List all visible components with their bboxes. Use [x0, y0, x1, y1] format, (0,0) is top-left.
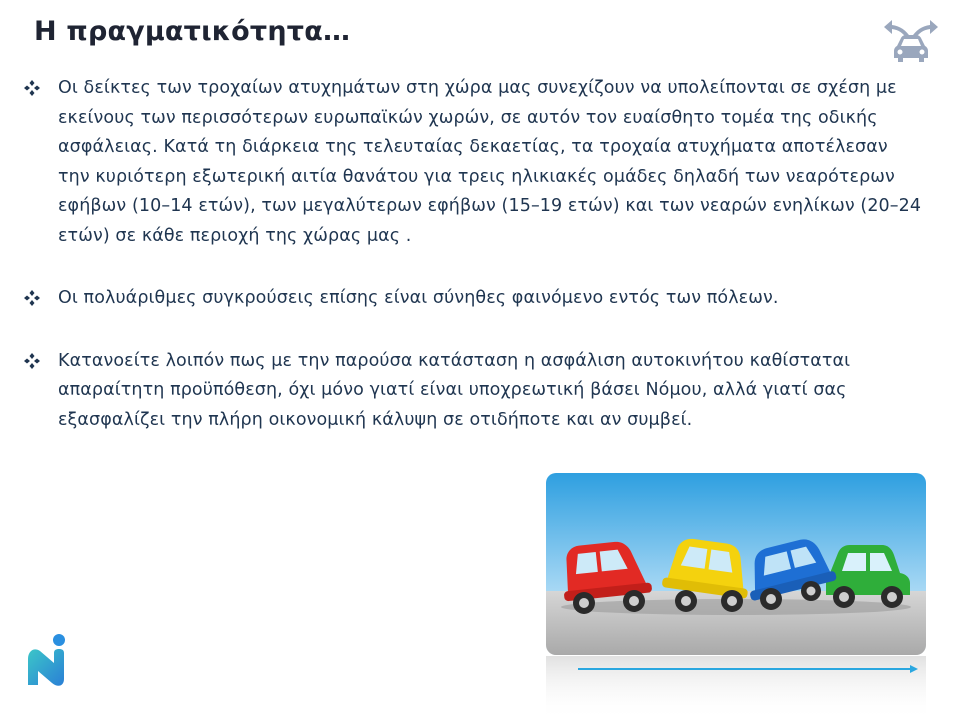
- bullet-item: [22, 347, 922, 436]
- diamond-bullet-icon: [24, 353, 40, 369]
- bullet-text: Οι δείκτες των τροχαίων ατυχημάτων στη χώρα μας συνεχίζουν να υπολείπονται σε σχέση με εκείνους των περισσότερων ευρωπαϊκών χωρών, σε αυτόν τον ευαίσθητο τομέα της οδικής ασφάλειας. Κατά τη διάρκεια της τελευταίας δεκαετίας, τα τροχαία ατυχήματα αποτέλεσαν την κυριότερη εξωτερική αιτία θανάτου για τρεις ηλικιακές ομάδες δηλαδή των νεαρότερων εφήβων (10–14 ετών), των μεγαλύτερων εφήβων (15–19 ετών) και των νεαρών ενηλίκων (20–24 ετών) σε κάθε περιοχή της χώρας μας .: [58, 78, 922, 246]
- diamond-bullet-icon: [24, 80, 40, 96]
- bullet-text: Κατανοείτε λοιπόν πως με την παρούσα κατάσταση η ασφάλιση αυτοκινήτου καθίσταται απαραίτητη προϋπόθεση, όχι μόνο γιατί είναι υποχρεωτική βάσει Νόμου, αλλά γιατί σας εξασφαλίζει την πλήρη οικονομική κάλυψη σε οτιδήποτε και αν συμβεί.: [58, 350, 851, 430]
- brand-logo-n: [26, 633, 68, 687]
- bullet-text: Οι πολυάριθμες συγκρούσεις επίσης είναι σύνηθες φαινόμενο εντός των πόλεων.: [58, 288, 779, 308]
- bullet-item: [22, 284, 922, 314]
- image-reflection: [546, 656, 926, 720]
- bullet-item: [22, 74, 922, 251]
- car-crossroad-icon: [884, 16, 938, 66]
- car-pileup-image: [546, 473, 926, 655]
- bullet-list: [22, 74, 922, 435]
- diamond-bullet-icon: [24, 290, 40, 306]
- slide-title: Η πραγματικότητα…: [34, 16, 351, 47]
